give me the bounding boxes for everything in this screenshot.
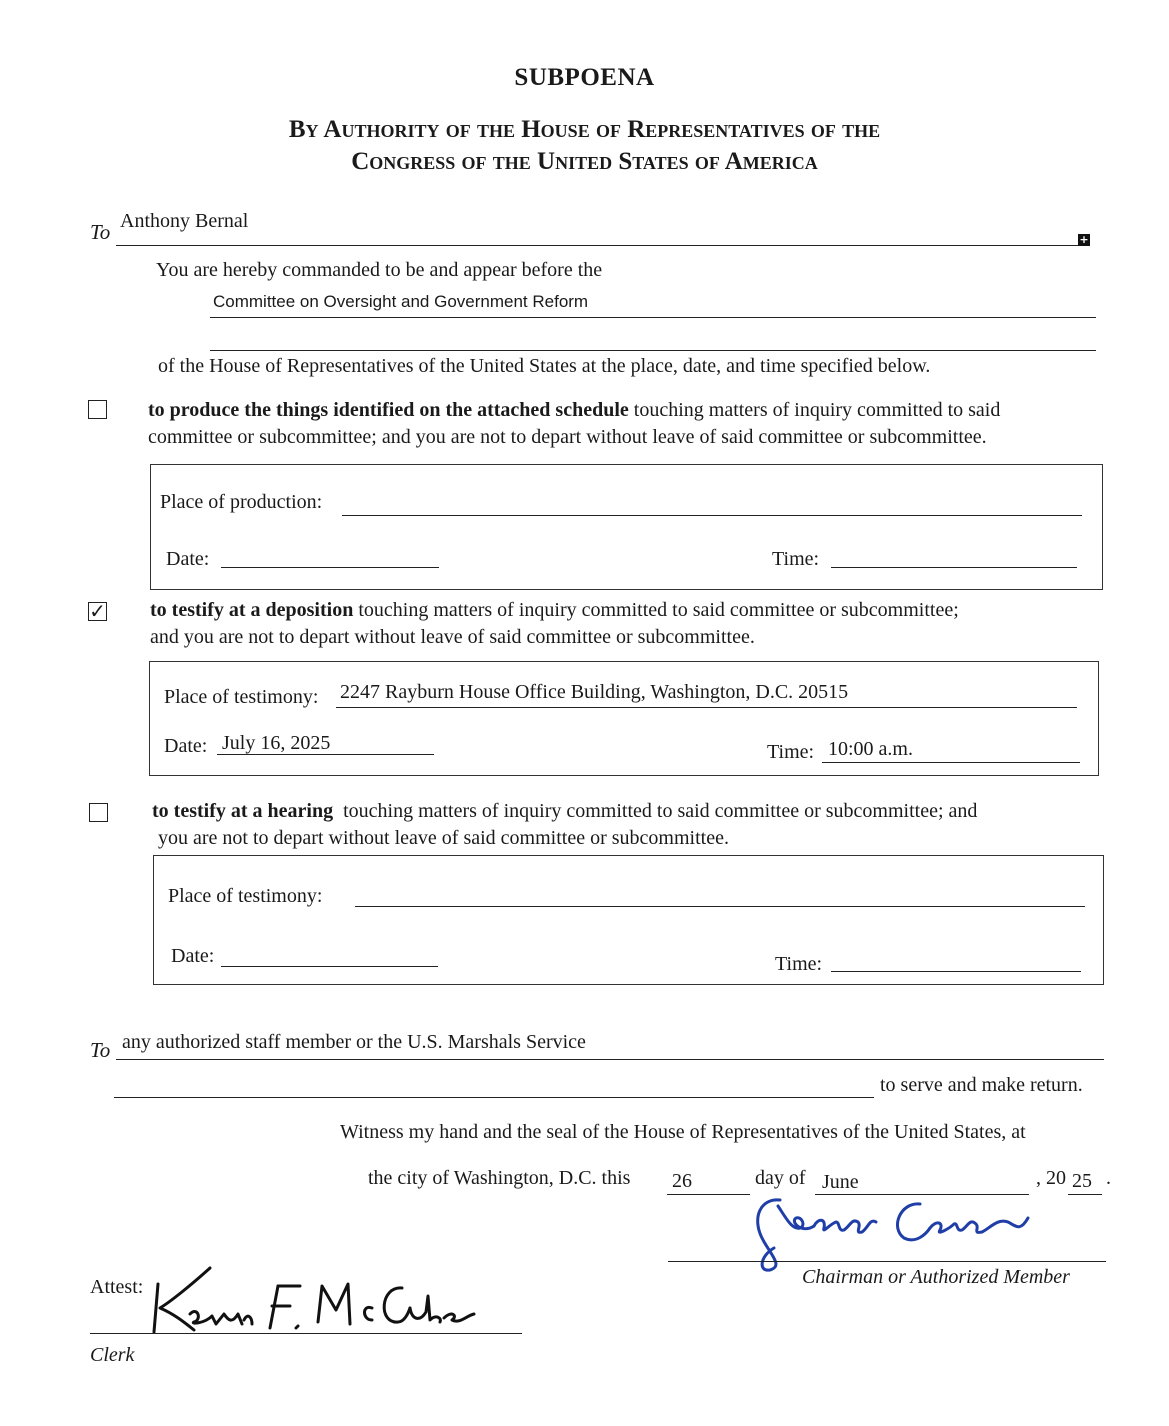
committee-name: Committee on Oversight and Government Reform bbox=[213, 292, 589, 311]
deposition-time-label: Time: bbox=[767, 741, 815, 763]
chairman-signature bbox=[740, 1188, 1040, 1278]
recipient-name: Anthony Bernal bbox=[120, 210, 249, 232]
plus-icon: + bbox=[1079, 233, 1089, 246]
clerk-signature-line bbox=[90, 1333, 522, 1334]
return-text: to serve and make return. bbox=[880, 1074, 1083, 1096]
hearing-text bbox=[152, 798, 1112, 852]
hearing-line1: touching matters of inquiry committed to said committee or subcommittee; and bbox=[333, 800, 978, 822]
check-mark-icon: ✓ bbox=[89, 599, 106, 623]
hearing-checkbox[interactable] bbox=[89, 803, 108, 822]
production-date-label: Date: bbox=[166, 548, 210, 570]
clerk-signature bbox=[140, 1262, 490, 1342]
deposition-time-value: 10:00 a.m. bbox=[828, 738, 913, 760]
hearing-time-label: Time: bbox=[775, 953, 823, 975]
service-server: any authorized staff member or the U.S. Marshals Service bbox=[122, 1031, 586, 1053]
deposition-bold: to testify at a deposition bbox=[150, 599, 354, 621]
deposition-place-label: Place of testimony: bbox=[164, 686, 319, 708]
hearing-bold: to testify at a hearing bbox=[152, 800, 334, 822]
production-time-field[interactable] bbox=[831, 567, 1077, 568]
committee-line bbox=[210, 317, 1096, 318]
year-prefix: , 20 bbox=[1036, 1167, 1066, 1189]
city-text: the city of Washington, D.C. this bbox=[368, 1167, 631, 1189]
deposition-place-value: 2247 Rayburn House Office Building, Washington, D.C. 20515 bbox=[340, 681, 849, 703]
attest-label: Attest: bbox=[90, 1276, 144, 1298]
year-suffix: 25 bbox=[1072, 1170, 1092, 1192]
hearing-place-field[interactable] bbox=[355, 906, 1085, 907]
deposition-time-field[interactable] bbox=[822, 762, 1080, 763]
witness-month: June bbox=[822, 1171, 859, 1193]
committee-line-2 bbox=[210, 350, 1096, 351]
deposition-line1: touching matters of inquiry committed to said committee or subcommittee; bbox=[353, 599, 959, 621]
production-text bbox=[148, 397, 1108, 451]
production-date-field[interactable] bbox=[221, 567, 439, 568]
hearing-line2: you are not to depart without leave of said committee or subcommittee. bbox=[158, 827, 729, 849]
deposition-date-value: July 16, 2025 bbox=[222, 732, 331, 754]
witness-period: . bbox=[1106, 1167, 1111, 1189]
authority-line-1: By Authority of the House of Representatives of the bbox=[288, 116, 881, 143]
service-line-2 bbox=[114, 1097, 874, 1098]
production-place-label: Place of production: bbox=[160, 491, 323, 513]
hearing-date-label: Date: bbox=[171, 945, 215, 967]
production-checkbox[interactable] bbox=[88, 400, 107, 419]
place-text: of the House of Representatives of the United States at the place, date, and time specified below. bbox=[158, 355, 931, 377]
chair-caption: Chairman or Authorized Member bbox=[802, 1266, 1070, 1288]
production-line1: touching matters of inquiry committed to said bbox=[628, 399, 1001, 421]
production-time-label: Time: bbox=[772, 548, 820, 570]
recipient-line bbox=[116, 245, 1090, 246]
service-to-label: To bbox=[90, 1038, 111, 1062]
authority-line-2: Congress of the United States of America bbox=[351, 148, 818, 175]
deposition-text bbox=[150, 597, 1110, 651]
production-bold: to produce the things identified on the attached schedule bbox=[148, 399, 629, 421]
production-place-field[interactable] bbox=[342, 515, 1082, 516]
deposition-date-field[interactable] bbox=[217, 754, 434, 755]
day-of-text: day of bbox=[755, 1167, 806, 1189]
service-line-1 bbox=[116, 1059, 1104, 1060]
production-box bbox=[150, 464, 1103, 590]
deposition-box bbox=[149, 661, 1099, 776]
hearing-place-label: Place of testimony: bbox=[168, 885, 323, 907]
deposition-place-field[interactable] bbox=[336, 707, 1077, 708]
clerk-caption: Clerk bbox=[90, 1344, 135, 1366]
deposition-checkbox[interactable] bbox=[88, 599, 107, 623]
hearing-date-field[interactable] bbox=[221, 966, 438, 967]
chairman-signature-line bbox=[668, 1261, 1106, 1262]
year-field[interactable] bbox=[1068, 1194, 1102, 1195]
witness-text: Witness my hand and the seal of the House of Representatives of the United States, at bbox=[340, 1121, 1026, 1143]
day-field[interactable] bbox=[667, 1194, 750, 1195]
document-title: SUBPOENA bbox=[514, 64, 655, 91]
command-text: You are hereby commanded to be and appear before the bbox=[156, 259, 603, 281]
production-line2: committee or subcommittee; and you are not to depart without leave of said committee or subcommittee. bbox=[148, 426, 987, 448]
to-label: To bbox=[90, 220, 111, 244]
witness-day: 26 bbox=[672, 1170, 692, 1192]
hearing-time-field[interactable] bbox=[831, 971, 1081, 972]
deposition-line2: and you are not to depart without leave of said committee or subcommittee. bbox=[150, 626, 755, 648]
deposition-date-label: Date: bbox=[164, 735, 208, 757]
